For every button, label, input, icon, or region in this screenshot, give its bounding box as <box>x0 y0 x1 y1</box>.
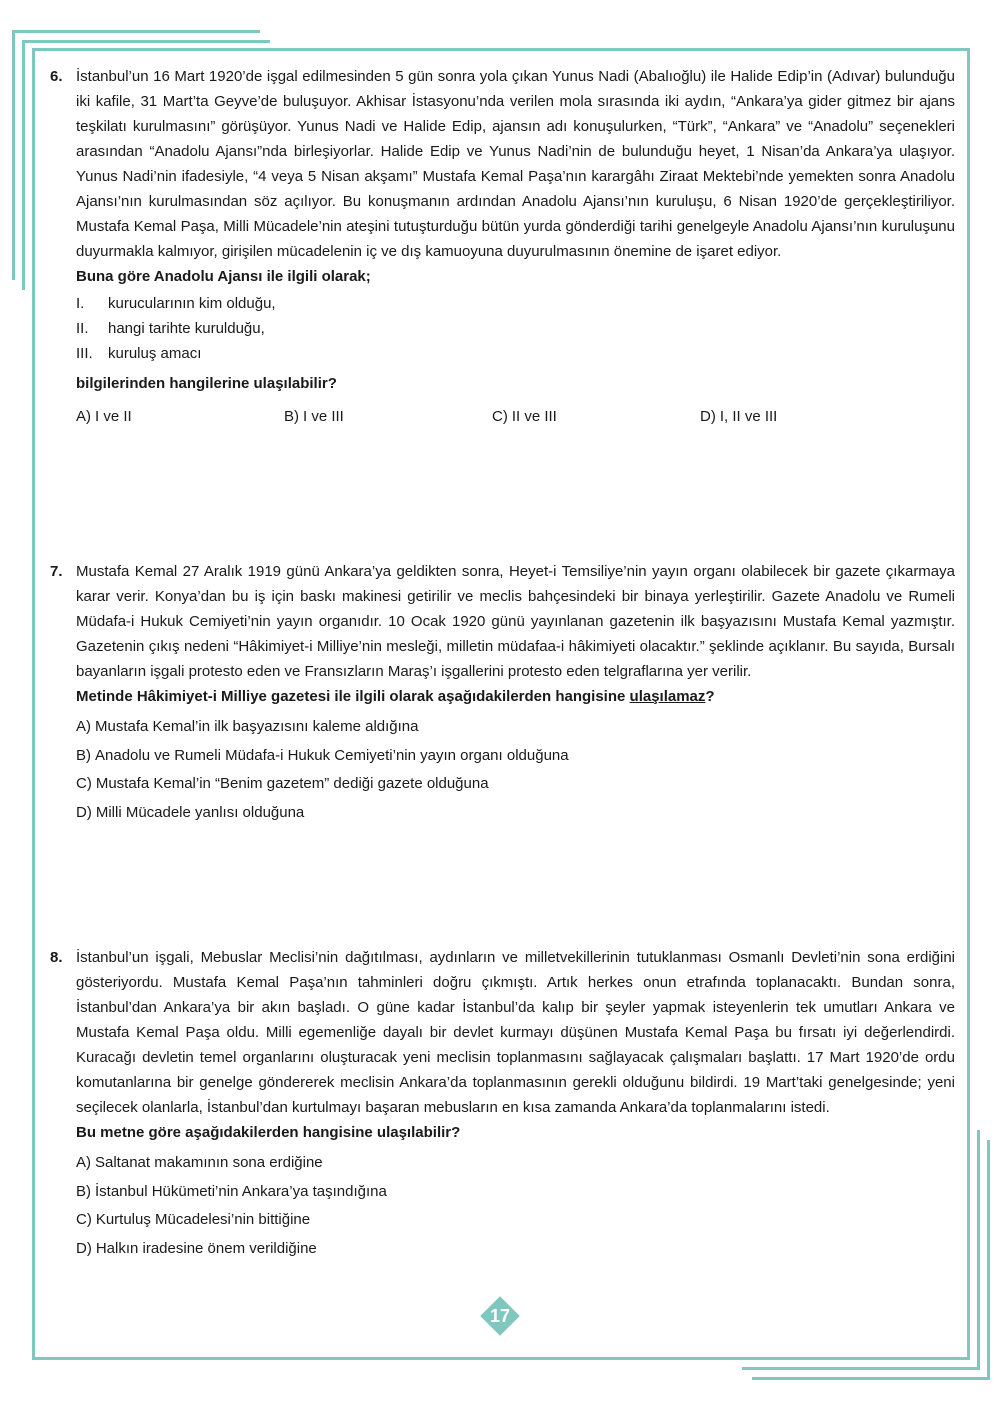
frame-top-main <box>32 48 970 51</box>
option-c[interactable]: C) Kurtuluş Mücadelesi’nin bittiğine <box>76 1211 311 1228</box>
answer-options <box>76 713 955 827</box>
frame-top-outer <box>12 30 260 33</box>
option-c[interactable]: C) Mustafa Kemal’in “Benim gazetem” dediği gazete olduğuna <box>76 775 489 792</box>
frame-right-outer <box>987 1140 990 1380</box>
question-number: 7. <box>50 563 63 580</box>
question-number: 6. <box>50 68 63 85</box>
frame-left-main <box>32 48 35 1360</box>
frame-bottom-outer <box>752 1377 990 1380</box>
option-d[interactable]: D) Milli Mücadele yanlısı olduğuna <box>76 803 305 821</box>
question-body <box>76 64 955 429</box>
question-stem: Bu metne göre aşağıdakilerden hangisine ulaşılabilir? <box>76 1124 461 1141</box>
option-d[interactable]: D) I, II ve III <box>700 408 778 425</box>
option-a[interactable]: A) Mustafa Kemal’in ilk başyazısını kaleme aldığına <box>76 718 419 735</box>
question-stem: Metinde Hâkimiyet-i Milliye gazetesi ile ilgili olarak aşağıdakilerden hangisine ulaşılamaz? <box>76 688 715 705</box>
question-number: 8. <box>50 949 63 966</box>
question-stem: Buna göre Anadolu Ajansı ile ilgili olarak; <box>76 268 371 285</box>
option-c[interactable]: C) II ve III <box>492 408 557 425</box>
question-body <box>76 559 955 827</box>
question-passage: İstanbul’un 16 Mart 1920’de işgal edilmesinden 5 gün sonra yola çıkan Yunus Nadi (Abalıoğlu) ile Halide Edip’in (Adıvar) bulunduğu iki kafile, 31 Mart’ta Geyve’de buluşuyor. Akhisar İstasyonu’nda verilen mola sırasında iki aydın, “Ankara’ya gider gitmez bir ajans teşkilatı kurulmasını” görüşüyor. Yunus Nadi ve Halide Edip, ajansın adı konuşulurken, “Türk”, “Ankara” ve “Anadolu” seçenekleri arasından “Anadolu Ajansı”nda birleşiyorlar. Halide Edip ve Yunus Nadi’nin de bulunduğu heyet, 1 Nisan’da Ankara’ya ulaşıyor. Yunus Nadi’nin ifadesiyle, “4 veya 5 Nisan akşamı” Mustafa Kemal Paşa’nın karargâhı Ziraat Mektebi’nde yemekten sonra Anadolu Ajansı’nın kurulmasından söz açılıyor. Bu konuşmanın ardından Anadolu Ajansı’nın kuruluşu, 6 Nisan 1920’de gerçekleştiriliyor. Mustafa Kemal Paşa, Milli Mücadele’nin ateşini tutuşturduğu bütün yurda gönderdiği tarihi genelgeyle Anadolu Ajansı’nın kuruluşunu duyurmakla kalmıyor, girişilen mücadelenin iç ve dış kamuoyuna duyurulmasının önemine de işaret ediyor. <box>76 68 955 260</box>
option-d[interactable]: D) Halkın iradesine önem verildiğine <box>76 1239 317 1257</box>
frame-right-main <box>967 48 970 1360</box>
roman-item: III. kuruluş amacı <box>76 345 202 362</box>
answer-options <box>76 1149 955 1263</box>
frame-left-outer <box>12 30 15 280</box>
answer-options <box>76 404 955 429</box>
roman-item: I. kurucularının kim olduğu, <box>76 295 276 312</box>
frame-bottom-inner <box>742 1367 980 1370</box>
question-6 <box>50 64 955 429</box>
option-b[interactable]: B) I ve III <box>284 408 344 425</box>
question-passage: İstanbul’un işgali, Mebuslar Meclisi’nin dağıtılması, aydınların ve milletvekillerinin tutuklanması Osmanlı Devleti’nin sona erdiğini gösteriyordu. Mustafa Kemal Paşa’nın tahminleri doğru çıkmıştı. Artık herkes onun etrafında toplanacaktı. Bundan sonra, İstanbul’dan Ankara’ya bir akın başladı. O güne kadar İstanbul’da kalıp bir şeyler yapmak isteyenlerin tek umutları Ankara ve Mustafa Kemal Paşa oldu. Milli egemenliğe dayalı bir devlet kurmayı düşünen Mustafa Kemal Paşa bu fırsatı iyi değerlendirdi. Kuracağı devletin temel organlarını oluşturacak yeni meclisin toplanmasını sağlayacak çalışmaları başlattı. 17 Mart 1920’de ordu komutanlarına bir genelge göndererek meclisin Ankara’da toplanmasının gerekli olduğunu bildirdi. 19 Mart’taki genelgesinde; yeni seçilecek olanlarla, İstanbul’dan kurtulmayı başaran mebusların en kısa zamanda Ankara’da toplanmalarını istedi. <box>76 949 955 1116</box>
roman-item: II. hangi tarihte kurulduğu, <box>76 320 265 337</box>
option-a[interactable]: A) Saltanat makamının sona erdiğine <box>76 1154 323 1171</box>
question-body <box>76 945 955 1263</box>
frame-bottom-main <box>32 1357 970 1360</box>
option-b[interactable]: B) Anadolu ve Rumeli Müdafa-i Hukuk Cemiyeti’nin yayın organı olduğuna <box>76 746 569 764</box>
option-a[interactable]: A) I ve II <box>76 408 132 425</box>
option-b[interactable]: B) İstanbul Hükümeti’nin Ankara’ya taşındığına <box>76 1182 387 1200</box>
question-8 <box>50 945 955 1263</box>
page-number: 17 <box>489 1306 511 1326</box>
page-number-badge <box>480 1296 520 1336</box>
question-stem-end: bilgilerinden hangilerine ulaşılabilir? <box>76 375 337 392</box>
frame-left-inner <box>22 40 25 290</box>
roman-list <box>76 291 955 366</box>
question-7 <box>50 559 955 827</box>
frame-right-inner <box>977 1130 980 1370</box>
frame-top-inner <box>22 40 270 43</box>
question-passage: Mustafa Kemal 27 Aralık 1919 günü Ankara’ya geldikten sonra, Heyet-i Temsiliye’nin yayın organı olabilecek bir gazete çıkarmaya karar verir. Konya’dan bu iş için baskı makinesi getirilir ve meclis bahçesindeki bir binaya yerleştirilir. Gazete Anadolu ve Rumeli Müdafa-i Hukuk Cemiyeti’nin yayın organıdır. 10 Ocak 1920 günü yayınlanan gazetenin ilk başyazısını Mustafa Kemal yazmıştır. Gazetenin çıkış nedeni “Hâkimiyet-i Milliye’nin mesleği, milletin müdafaa-i hâkimiyeti olacaktır.” şeklinde açıklanır. Bu sayıda, Bursalı bayanların işgali protesto eden ve Fransızların Maraş’ı işgallerini protesto eden telgraflarına yer verilir. <box>76 563 955 680</box>
underlined-keyword: ulaşılamaz <box>629 688 706 705</box>
